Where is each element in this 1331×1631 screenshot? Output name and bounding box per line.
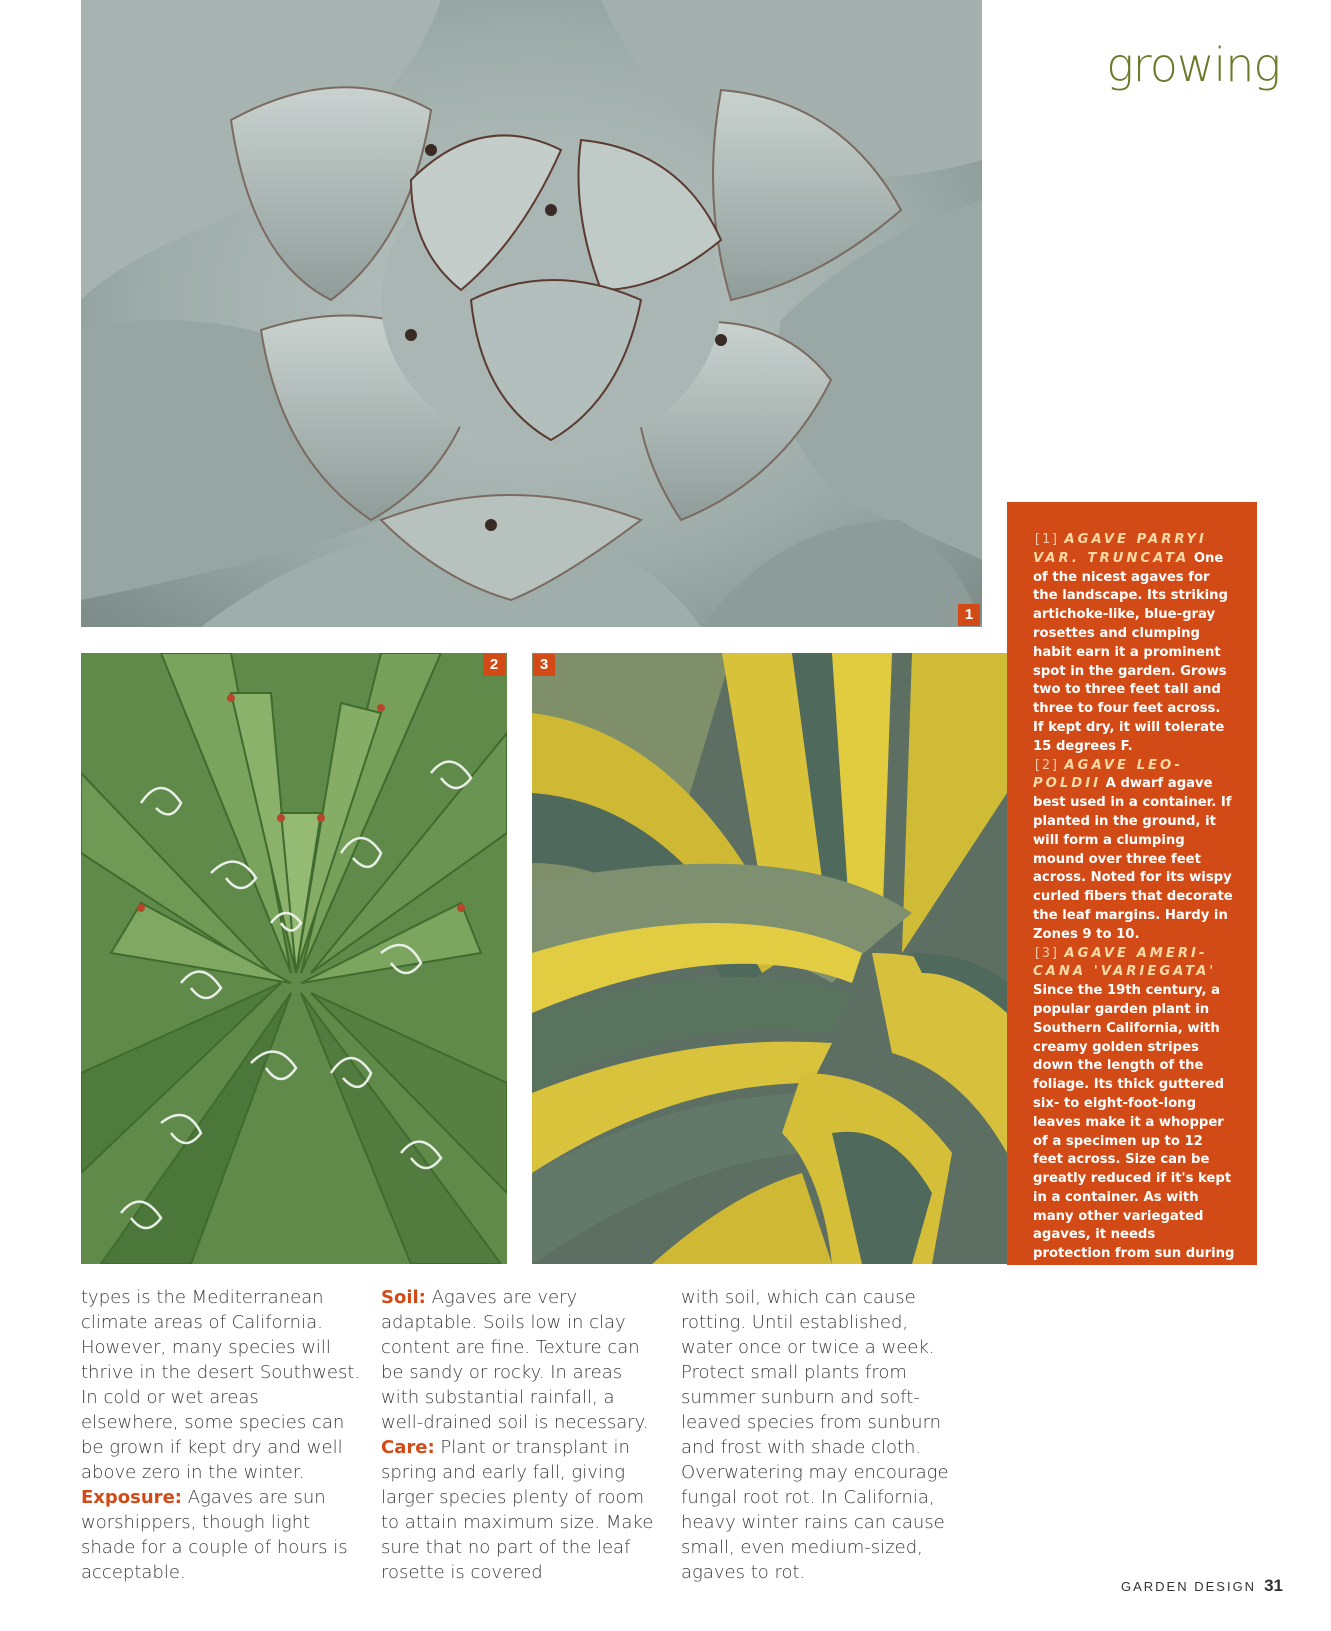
exposure-text: Agaves are sun worshippers, though light shade for a couple of hours is acceptable. bbox=[81, 1487, 348, 1583]
agave-leopoldii-image bbox=[81, 653, 507, 1264]
caption-number: [2] bbox=[1033, 757, 1060, 773]
caption-text: A dwarf agave best used in a container. If planted in the ground, it will form a clumping mound over three feet across. Noted for its wispy curled fibers that decorate the leaf margins. Hardy in Zones 9 to 10. bbox=[1033, 776, 1233, 942]
caption-number: [3] bbox=[1033, 945, 1060, 961]
photo-agave-americana-variegata bbox=[532, 653, 1007, 1264]
magazine-name: GARDEN DESIGN bbox=[1121, 1579, 1257, 1594]
care-text: Plant or transplant in spring and early fall, giving larger species plenty of room to attain maximum size. Make sure that no part of the leaf rosette is covered bbox=[381, 1437, 654, 1583]
soil-paragraph bbox=[381, 1285, 661, 1435]
soil-heading: Soil: bbox=[381, 1287, 426, 1308]
caption-text: Since the 19th century, a popular garden plant in Southern California, with creamy golden stripes down the length of the foliage. Its thick guttered six- to eight-foot-long leaves make it a whopper of a specimen up to 12 feet across. Size can be greatly reduced if it's kept in a container. As with many other variegated agaves, it needs protection from sun during the hottest part of the day, especially in desert areas. Hardy to Zone 8. bbox=[1033, 983, 1235, 1318]
body-paragraph: with soil, which can cause rotting. Until established, water once or twice a week. Protect small plants from summer sunburn and soft-leaved species from sunburn and frost with shade cloth. Overwatering may encourage fungal root rot. In California, heavy winter rains can cause small, even medium-sized, agaves to rot. bbox=[681, 1287, 949, 1583]
photo-number-badge: 2 bbox=[483, 654, 505, 676]
caption-plant-name: AGAVE PARRYI VAR. TRUNCATA bbox=[1033, 532, 1207, 566]
care-paragraph bbox=[381, 1435, 661, 1585]
caption-1 bbox=[1033, 531, 1235, 757]
caption-2 bbox=[1033, 757, 1235, 945]
body-column-2 bbox=[381, 1285, 661, 1585]
caption-text: One of the nicest agaves for the landscape. Its striking artichoke-like, blue-gray rosettes and clumping habit earn it a prominent spot in the garden. Grows two to three feet tall and three to four feet across. If kept dry, it will tolerate 15 degrees F. bbox=[1033, 550, 1228, 754]
agave-parryi-image bbox=[81, 0, 982, 627]
soil-text: Agaves are very adaptable. Soils low in clay content are fine. Texture can be sandy or rocky. In areas with substantial rainfall, a well-drained soil is necessary. bbox=[381, 1287, 649, 1433]
care-heading: Care: bbox=[381, 1437, 435, 1458]
photo-agave-parryi bbox=[81, 0, 982, 627]
photo-captions-panel bbox=[1007, 502, 1257, 1318]
agave-americana-image bbox=[532, 653, 1007, 1264]
page-footer bbox=[1121, 1576, 1283, 1596]
exposure-paragraph bbox=[81, 1485, 361, 1585]
page-number: 31 bbox=[1264, 1576, 1283, 1595]
body-column-1 bbox=[81, 1285, 361, 1585]
caption-plant-name: AGAVE AMERI-CANA 'VARIEGATA' bbox=[1033, 945, 1217, 980]
photo-number-badge: 3 bbox=[533, 654, 555, 676]
section-label: growing bbox=[1106, 38, 1280, 92]
caption-number: [1] bbox=[1033, 532, 1060, 547]
body-paragraph: types is the Mediterranean climate areas of California. However, many species will thrive in the desert Southwest. In cold or wet areas elsewhere, some species can be grown if kept dry and well above zero in the winter. bbox=[81, 1287, 361, 1483]
exposure-heading: Exposure: bbox=[81, 1487, 182, 1508]
caption-plant-name: AGAVE LEO-POLDII bbox=[1033, 757, 1183, 792]
photo-agave-leopoldii bbox=[81, 653, 507, 1264]
caption-3 bbox=[1033, 945, 1235, 1321]
body-column-3 bbox=[681, 1285, 961, 1585]
photo-number-badge: 1 bbox=[958, 604, 980, 626]
